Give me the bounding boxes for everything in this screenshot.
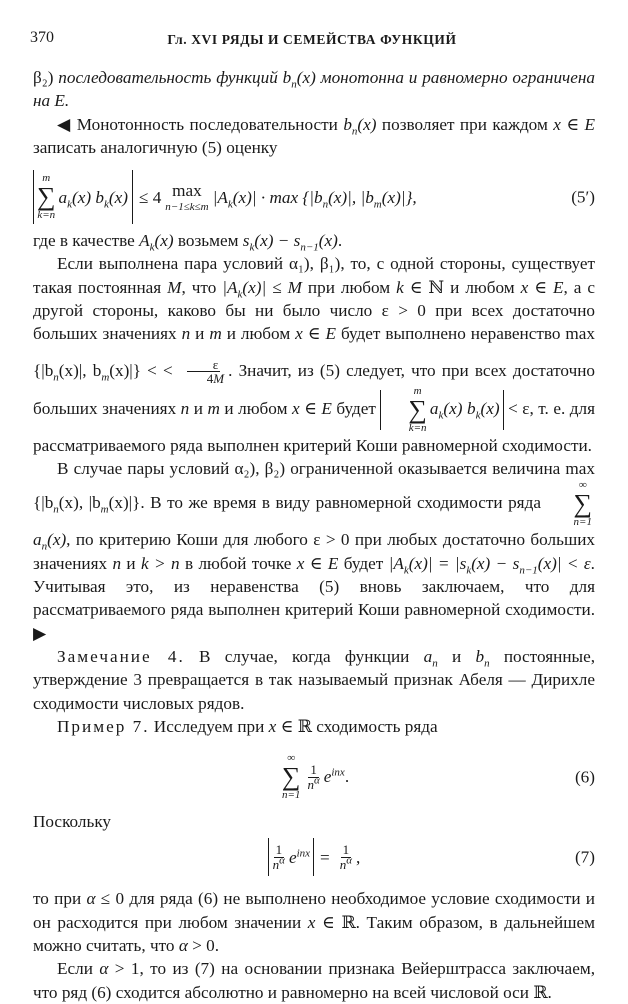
equation-number: (7): [574, 847, 595, 867]
equation-7: $\frac{1}{n^\alpha}$ $e^{inx}$ = $\frac{1}{n^\alpha}$ , (7): [33, 833, 595, 881]
paragraph-weierstrass: Если α > 1, то из (7) на основании признака Вейерштрасса заключаем, что ряд (6) сходится абсолютно и равномерно на всей числовой оси ℝ.: [33, 959, 595, 1002]
equation-5-prime: m ∑ k=n $a_k(x)$ $b_k(x)$ ≤ 4 max n−1≤k≤m $|A_k(x)| \cdot \max \{|b_n(x)|$, $|b_m(x)|$}, (5′): [33, 165, 595, 229]
page-number: 370: [30, 29, 54, 46]
equation-number: (5′): [571, 187, 595, 207]
paragraph-case-alpha1-beta1: Если выполнена пара условий α₁), β₁), то, с одной стороны, существует такая постоянная M, что $|A_k(x)| \le M$ при любом k ∈ ℕ и любом x ∈ E, а с другой стороны, каково бы ни было число ε > 0 при всех достаточно больших значениях n и m и любом x ∈ E будет выполнено неравенство $\max \{|b_n(x)|$, $b_m(x)|$} < < $\frac{\varepsilon}{4M}$ . Значит, из (5) следует, что при всех достаточно больших значениях n и m и любом x ∈ E будет m ∑ k=n $a_k(x) b_k(x) < \varepsilon$, т. е. для рассматриваемого ряда выполнен критерий Коши равномерной сходимости.: [33, 254, 596, 455]
example-7: Пример 7. Исследуем при x ∈ ℝ сходимость ряда: [57, 716, 438, 736]
since-label: Поскольку: [33, 812, 112, 832]
remark-4: Замечание 4. В случае, когда функции $a_n$ и $b_n$ постоянные, утверждение 3 превращается в так называемый признак Абеля — Дирихле сходимости числовых рядов.: [33, 646, 595, 713]
sum-symbol: m ∑ k=n: [37, 172, 56, 222]
paragraph-divergence: то при α ≤ 0 для ряда (6) не выполнено необходимое условие сходимости и он расходится при любом значении x ∈ ℝ. Таким образом, в дальнейшем можно считать, что α > 0.: [33, 889, 596, 956]
text-body: [33, 66, 595, 1004]
paragraph-choice: где в качестве $A_k(x)$ возьмем $s_k(x) - s_{n-1}(x)$.: [33, 231, 343, 254]
equation-6: ∞ ∑ n=1 $\frac{1}{n^\alpha}$ $e^{inx}$ . (6): [281, 752, 595, 802]
condition-beta2: β₂) последовательность функций $b_n(x)$ монотонна и равномерно ограничена на E.: [33, 68, 595, 111]
paragraph-case-alpha2-beta2: В случае пары условий α₂), β₂) ограниченной оказывается величина $\max \{|b_n(x)$, $|b_m(x)|$}. В то же время в виду равномерной сходимости ряда ∞ ∑ n=1 $a_n(x)$, по критерию Коши для любого ε > 0 при любых достаточно больших значениях n и k > n в любой точке x ∈ E будет $|A_k(x)| = |s_k(x) - s_{n-1}(x)| < \varepsilon$. Учитывая это, из неравенства (5) вновь заключаем, что для рассматриваемого ряда выполнен критерий Коши равномерной сходимости. ▶: [33, 459, 595, 643]
equation-number: (6): [574, 767, 595, 787]
chapter-title: Гл. XVI РЯДЫ И СЕМЕЙСТВА ФУНКЦИЙ: [167, 32, 457, 47]
paragraph-monotonicity: ◀ Монотонность последовательности $b_n(x)$ позволяет при каждом x ∈ E записать аналогичную (5) оценку: [33, 114, 595, 157]
page-header: [30, 26, 594, 50]
